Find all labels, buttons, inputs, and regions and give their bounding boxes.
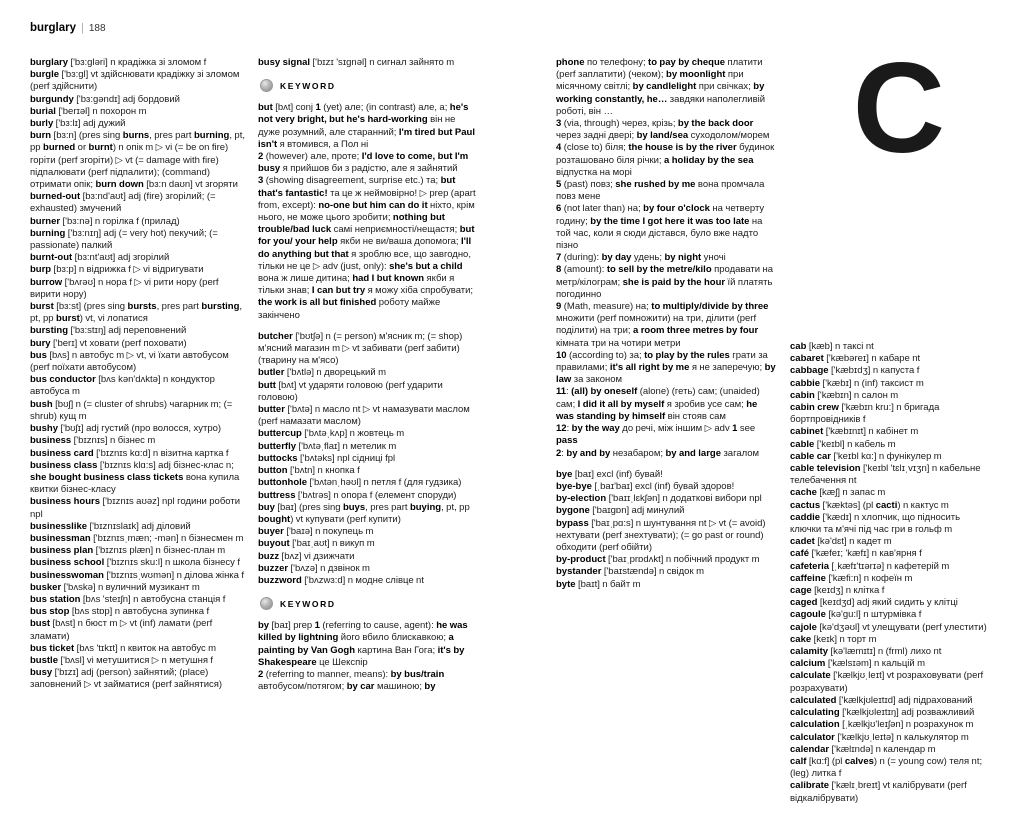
- dictionary-entry: cabin ['kæbɪn] n салон m: [790, 389, 899, 401]
- dictionary-entry: burgundy ['bɜ:gəndɪ] adj бордовий: [30, 93, 180, 105]
- dictionary-entry: cable ['keɪbl] n кабель m: [790, 438, 896, 450]
- dictionary-entry: businessman ['bɪznɪsˌmæn; -mən] n бізнесмен m: [30, 532, 244, 544]
- dictionary-entry: but [bʌt] conj 1 (yet) але; (in contrast) але, а; he's not very bright, but he's hard-working він не дуже розумний, але старанний; I'm tired but Paul isn't я втомився, а Пол ні: [258, 102, 475, 150]
- dictionary-entry: buttocks ['bʌtəks] npl сідниці fpl: [258, 452, 396, 464]
- dictionary-entry: bypass ['baɪˌpɑ:s] n шунтування nt ▷ vt (= avoid) нехтувати (perf знехтувати); (= go past or round) обходити (perf обійти): [556, 517, 766, 553]
- dictionary-entry: busy ['bɪzɪ] adj (person) зайнятий; (place) заповнений ▷ vt займатися (perf зайнятися): [30, 667, 223, 691]
- dictionary-entry: bus [bʌs] n автобус m ▷ vt, vi їхати автобусом (perf поїхати автобусом): [30, 349, 229, 374]
- dictionary-entry: caged [keɪdʒd] adj який сидить у клітці: [790, 597, 958, 609]
- keyword-label: KEYWORD: [280, 598, 336, 609]
- dictionary-entry: business ['bɪznɪs] n бізнес m: [30, 435, 156, 447]
- dictionary-entry: burly ['bɜ:lɪ] adj дужий: [30, 118, 126, 130]
- dictionary-entry: burnt-out [bɜ:nt'aʊt] adj згорілий: [30, 252, 170, 264]
- dictionary-entry: cagoule [kə'gu:l] n штурмівка f: [790, 609, 922, 621]
- dictionary-entry: by [baɪ] prep 1 (referring to cause, agent): he was killed by lightning його вбило блискавкою; a painting by Van Gogh картина Ван Гога; it's by Shakespeare це Шекспір: [258, 620, 468, 668]
- column-2: [258, 57, 476, 693]
- entry-continuation: 3 (via, through) через, крізь; by the back door через задні двері; by land/sea суходолом/морем: [556, 118, 770, 142]
- dictionary-entry: buzz [bʌz] vi дзижчати: [258, 550, 355, 562]
- dictionary-entry: buttonhole ['bʌtənˌhəʊl] n петля f (для гудзика): [258, 477, 462, 489]
- dictionary-entry: burp [bɜ:p] n відрижка f ▷ vi відригувати: [30, 264, 204, 276]
- dictionary-entry: calf [kɑ:f] (pl calves) n (= young cow) теля nt; (leg) литка f: [790, 755, 983, 780]
- dictionary-entry: caffeine ['kæfi:n] n кофеїн m: [790, 572, 913, 584]
- dictionary-entry: cabin crew ['kæbɪn kru:] n бригада бортпровідників f: [790, 402, 940, 426]
- section-gap: [258, 322, 476, 331]
- dictionary-entry: calculation [ˌkælkjʊ'leɪʃən] n розрахунок m: [790, 719, 974, 731]
- dictionary-entry: burrow ['bʌrəʊ] n нора f ▷ vi рити нору (perf вирити нору): [30, 276, 219, 300]
- dictionary-entry: cajole [kə'dʒəʊl] vt улещувати (perf улестити): [790, 621, 987, 633]
- page-number: 188: [88, 23, 106, 34]
- dictionary-entry: calcium ['kælsɪəm] n кальцій m: [790, 658, 926, 670]
- dictionary-entry: burned-out [bɜ:nd'aʊt] adj (fire) згорілий; (= exhausted) змучений: [30, 191, 216, 215]
- keyword-sphere-icon: [260, 597, 273, 610]
- dictionary-entry: burial ['berɪəl] n похорон m: [30, 105, 147, 117]
- dictionary-entry: bust [bʌst] n бюст m ▷ vt (inf) ламати (perf зламати): [30, 618, 213, 642]
- keyword-marker: [260, 79, 476, 92]
- dictionary-entry: cable car ['keɪbl kɑ:] n фунікулер m: [790, 450, 942, 462]
- dictionary-entry: bus ticket [bʌs 'tɪkɪt] n квиток на автобус m: [30, 642, 217, 654]
- dictionary-entry: by-product ['baɪˌprɒdʌkt] n побічний продукт m: [556, 554, 760, 566]
- entry-continuation: phone по телефону; to pay by cheque платити (perf заплатити) (чеком); by moonlight при місячному світлі; by candlelight при свічках; by working constantly, he… завдяки наполегливій роботі, він …: [556, 57, 766, 117]
- dictionary-entry: bury ['berɪ] vt ховати (perf поховати): [30, 337, 187, 349]
- section-letter: C: [852, 37, 945, 180]
- dictionary-entry: burner ['bɜ:nə] n горілка f (прилад): [30, 215, 180, 227]
- section-gap: [556, 460, 777, 469]
- dictionary-entry: cake [keɪk] n торт m: [790, 633, 877, 645]
- dictionary-entry: bye-bye [ˌbaɪ'baɪ] excl (inf) бувай здоров!: [556, 480, 735, 492]
- dictionary-entry: calamity [kə'læmɪtɪ] n (frml) лихо nt: [790, 646, 942, 658]
- dictionary-entry: burgle ['bɜ:gl] vt здійснювати крадіжку зі зломом (perf здійснити): [30, 69, 240, 93]
- entry-continuation: 8 (amount): to sell by the metre/kilo продавати на метр/кілограм; she is paid by the hour їй платять погодинно: [556, 264, 774, 300]
- dictionary-entry: buyer ['baɪə] n покупець m: [258, 526, 374, 538]
- dictionary-entry: butterfly ['bʌtəˌflaɪ] n метелик m: [258, 440, 397, 452]
- dictionary-entry: button ['bʌtn] n кнопка f: [258, 465, 360, 477]
- dictionary-entry: burst [bɜ:st] (pres sing bursts, pres part bursting, pt, pp burst) vt, vi лопатися: [30, 301, 243, 325]
- dictionary-entry: burn [bɜ:n] (pres sing burns, pres part burning, pt, pp burned or burnt) n опік m ▷ vi (= be on fire) горіти (perf згоріти) ▷ vt (= damage with fire) підпалювати (perf підпалити); (command) отримати опік; burn down [bɜ:n daʊn] vt згоряти: [30, 130, 245, 191]
- dictionary-entry: cab [kæb] n таксі nt: [790, 341, 874, 352]
- dictionary-entry: bus station [bʌs 'steɪʃn] n автобусна станція f: [30, 593, 226, 605]
- dictionary-entry: bystander ['baɪstændə] n свідок m: [556, 566, 704, 578]
- dictionary-entry: cabbie ['kæbɪ] n (inf) таксист m: [790, 377, 924, 389]
- entry-continuation: 9 (Math, measure) на; to multiply/divide by three множити (perf помножити) на три, ділити (perf поділити) на три; a room three metres by four кімната три на чотири метри: [556, 301, 769, 349]
- dictionary-entry: caddie ['kædɪ] n хлопчик, що підносить ключки та м'ячі під час гри в гольф m: [790, 511, 961, 536]
- dictionary-entry: cabbage ['kæbɪdʒ] n капуста f: [790, 365, 920, 377]
- keyword-marker: [260, 597, 476, 610]
- dictionary-entry: cache [kæʃ] n запас m: [790, 487, 886, 499]
- entry-continuation: 5 (past) повз; she rushed by me вона промчала повз мене: [556, 179, 765, 203]
- dictionary-entry: businesswoman ['bɪznɪsˌwʊmən] n ділова жінка f: [30, 569, 245, 581]
- dictionary-entry: busy signal ['bɪzɪ 'sɪgnəl] n сигнал зайнято m: [258, 57, 455, 68]
- entry-continuation: 2 (however) але, проте; I'd love to come, but I'm busy я прийшов би з радістю, але я зайнятий: [258, 151, 469, 175]
- dictionary-entry: calculating ['kælkjʊleɪtɪŋ] adj розважливий: [790, 707, 975, 719]
- dictionary-entry: buyout ['baɪˌaʊt] n викуп m: [258, 538, 375, 550]
- dictionary-entry: busker ['bʌskə] n вуличний музикант m: [30, 581, 200, 593]
- keyword-sphere-icon: [260, 79, 273, 92]
- guide-word: burglary: [30, 22, 77, 34]
- keyword-label: KEYWORD: [280, 80, 336, 91]
- dictionary-entry: bursting ['bɜ:stɪŋ] adj переповнений: [30, 325, 187, 337]
- dictionary-entry: cage [keɪdʒ] n клітка f: [790, 585, 885, 597]
- header-separator: |: [81, 22, 84, 34]
- column-4: [790, 37, 989, 805]
- column-3: [556, 57, 777, 591]
- dictionary-entry: by-election ['baɪɪˌlɛkʃən] n додаткові вибори npl: [556, 493, 762, 505]
- dictionary-entry: business plan ['bɪznɪs plæn] n бізнес-план m: [30, 545, 226, 557]
- dictionary-entry: calendar ['kælɪndə] n календар m: [790, 743, 936, 755]
- dictionary-entry: calculate ['kælkjʊˌleɪt] vt розраховувати (perf розрахувати): [790, 670, 984, 694]
- dictionary-entry: business school ['bɪznɪs sku:l] n школа бізнесу f: [30, 557, 240, 569]
- dictionary-entry: cabaret ['kæbəreɪ] n кабаре nt: [790, 353, 921, 365]
- entry-continuation: 6 (not later than) на; by four o'clock на четверту годину; by the time I got here it was too late на той час, коли я сюди дістався, було вже надто пізно: [556, 203, 765, 252]
- dictionary-entry: cactus ['kæktəs] (pl cacti) n кактус m: [790, 499, 949, 511]
- dictionary-entry: bustle ['bʌsl] vi метушитися ▷ n метушня f: [30, 654, 214, 666]
- dictionary-entry: calibrate ['kælɪˌbreɪt] vt калібрувати (perf відкалібрувати): [790, 780, 967, 804]
- entry-continuation: 2 (referring to manner, means): by bus/train автобусом/потягом; by car машиною; by: [258, 668, 445, 693]
- entry-continuation: 10 (according to) за; to play by the rules грати за правилами; it's all right by me я не заперечую; by law за законом: [556, 349, 776, 386]
- entry-continuation: 12: by the way до речі, між іншим ▷ adv 1 see pass: [556, 423, 756, 447]
- dictionary-entry: burglary ['bɜ:gləri] n крадіжка зі зломом f: [30, 57, 207, 68]
- entry-continuation: 4 (close to) біля; the house is by the river будинок розташовано біля річки; a holiday by the sea відпустка на морі: [556, 142, 775, 178]
- dictionary-entry: bush [bʊʃ] n (= cluster of shrubs) чагарник m; (= shrub) кущ m: [30, 398, 233, 422]
- dictionary-entry: buzzer ['bʌzə] n дзвінок m: [258, 562, 370, 574]
- dictionary-entry: butter ['bʌtə] n масло nt ▷ vt намазувати маслом (perf намазати маслом): [258, 404, 470, 428]
- dictionary-entry: buttress ['bʌtrəs] n опора f (елемент споруди): [258, 489, 457, 501]
- dictionary-entry: buy [baɪ] (pres sing buys, pres part buying, pt, pp bought) vt купувати (perf купити): [258, 501, 470, 525]
- dictionary-entry: calculated ['kælkjʊleɪtɪd] adj підрахований: [790, 694, 973, 706]
- dictionary-entry: buttercup ['bʌtəˌkʌp] n жовтець m: [258, 428, 405, 440]
- entry-continuation: 7 (during): by day удень; by night уночі: [556, 252, 726, 264]
- dictionary-entry: burning ['bɜ:nɪŋ] adj (= very hot) пекучий; (= passionate) палкий: [30, 227, 218, 252]
- entry-continuation: 2: by and by незабаром; by and large загалом: [556, 447, 760, 459]
- dictionary-entry: business class ['bɪznɪs klɑ:s] adj бізнес-клас n; she bought business class tickets вона купила квитки бізнес-класу: [30, 459, 240, 496]
- dictionary-entry: bye [baɪ] excl (inf) бувай!: [556, 468, 663, 480]
- dictionary-entry: businesslike ['bɪznɪslaɪk] adj діловий: [30, 520, 191, 532]
- dictionary-entry: bushy ['bʊʃɪ] adj густий (про волосся, хутро): [30, 423, 222, 435]
- entry-continuation: 11: (all) by oneself (alone) (геть) сам; (unaided) сам; I did it all by myself я зробив усе сам; he was standing by himself він стояв сам: [556, 386, 760, 422]
- dictionary-entry: business hours ['bɪznɪs aʊəz] npl години роботи npl: [30, 496, 241, 520]
- dictionary-entry: calculator ['kælkjʊˌleɪtə] n калькулятор m: [790, 731, 969, 743]
- dictionary-entry: butcher ['bʊtʃə] n (= person) м'ясник m; (= shop) м'ясний магазин m ▷ vt забивати (perf забити) (тварину на м'ясо): [258, 330, 463, 367]
- dictionary-entry: cabinet ['kæbɪnɪt] n кабінет m: [790, 426, 919, 438]
- dictionary-entry: business card ['bɪznɪs kɑ:d] n візитна картка f: [30, 447, 229, 459]
- dictionary-entry: butt [bʌt] vt ударяти головою (perf ударити головою): [258, 379, 443, 403]
- dictionary-entry: bygone ['baɪgɒn] adj минулий: [556, 505, 685, 517]
- dictionary-entry: cafeteria [ˌkæfɪ'tɪərɪə] n кафетерій m: [790, 560, 950, 572]
- entry-continuation: 3 (showing disagreement, surprise etc.) та; but that's fantastic! та це ж неймовірно! ▷ prep (apart from, except): no-one but him can do it ніхто, крім нього, не може цього зробити; nothing but trouble/bad luck самі неприємності/нещастя; but for you/ your help якби не ви/ваша допомога; I'll do anything but that я зроблю все, що завгодно, тільки не це ▷ adv (just, only): she's but a child вона ж лише дитина; had I but known якби я тільки знав; I can but try я можу хіба спробувати; the work is all but finished роботу майже закінчено: [258, 175, 476, 321]
- dictionary-entry: butler ['bʌtlə] n дворецький m: [258, 367, 386, 379]
- dictionary-entry: café ['kæfeɪ; 'kæfɪ] n кав'ярня f: [790, 548, 922, 560]
- dictionary-entry: byte [baɪt] n байт m: [556, 578, 641, 590]
- dictionary-entry: cadet [kə'dɛt] n кадет m: [790, 536, 892, 548]
- dictionary-entry: bus stop [bʌs stɒp] n автобусна зупинка f: [30, 606, 210, 618]
- dictionary-entry: buzzword ['bʌzwɜ:d] n модне слівце nt: [258, 574, 424, 586]
- page-header: [30, 22, 106, 34]
- dictionary-entry: bus conductor [bʌs kən'dʌktə] n кондуктор автобуса m: [30, 374, 215, 398]
- column-1: [30, 57, 248, 692]
- dictionary-entry: cable television ['keɪbl 'tɛlɪˌvɪʒn] n кабельне телебачення nt: [790, 463, 981, 487]
